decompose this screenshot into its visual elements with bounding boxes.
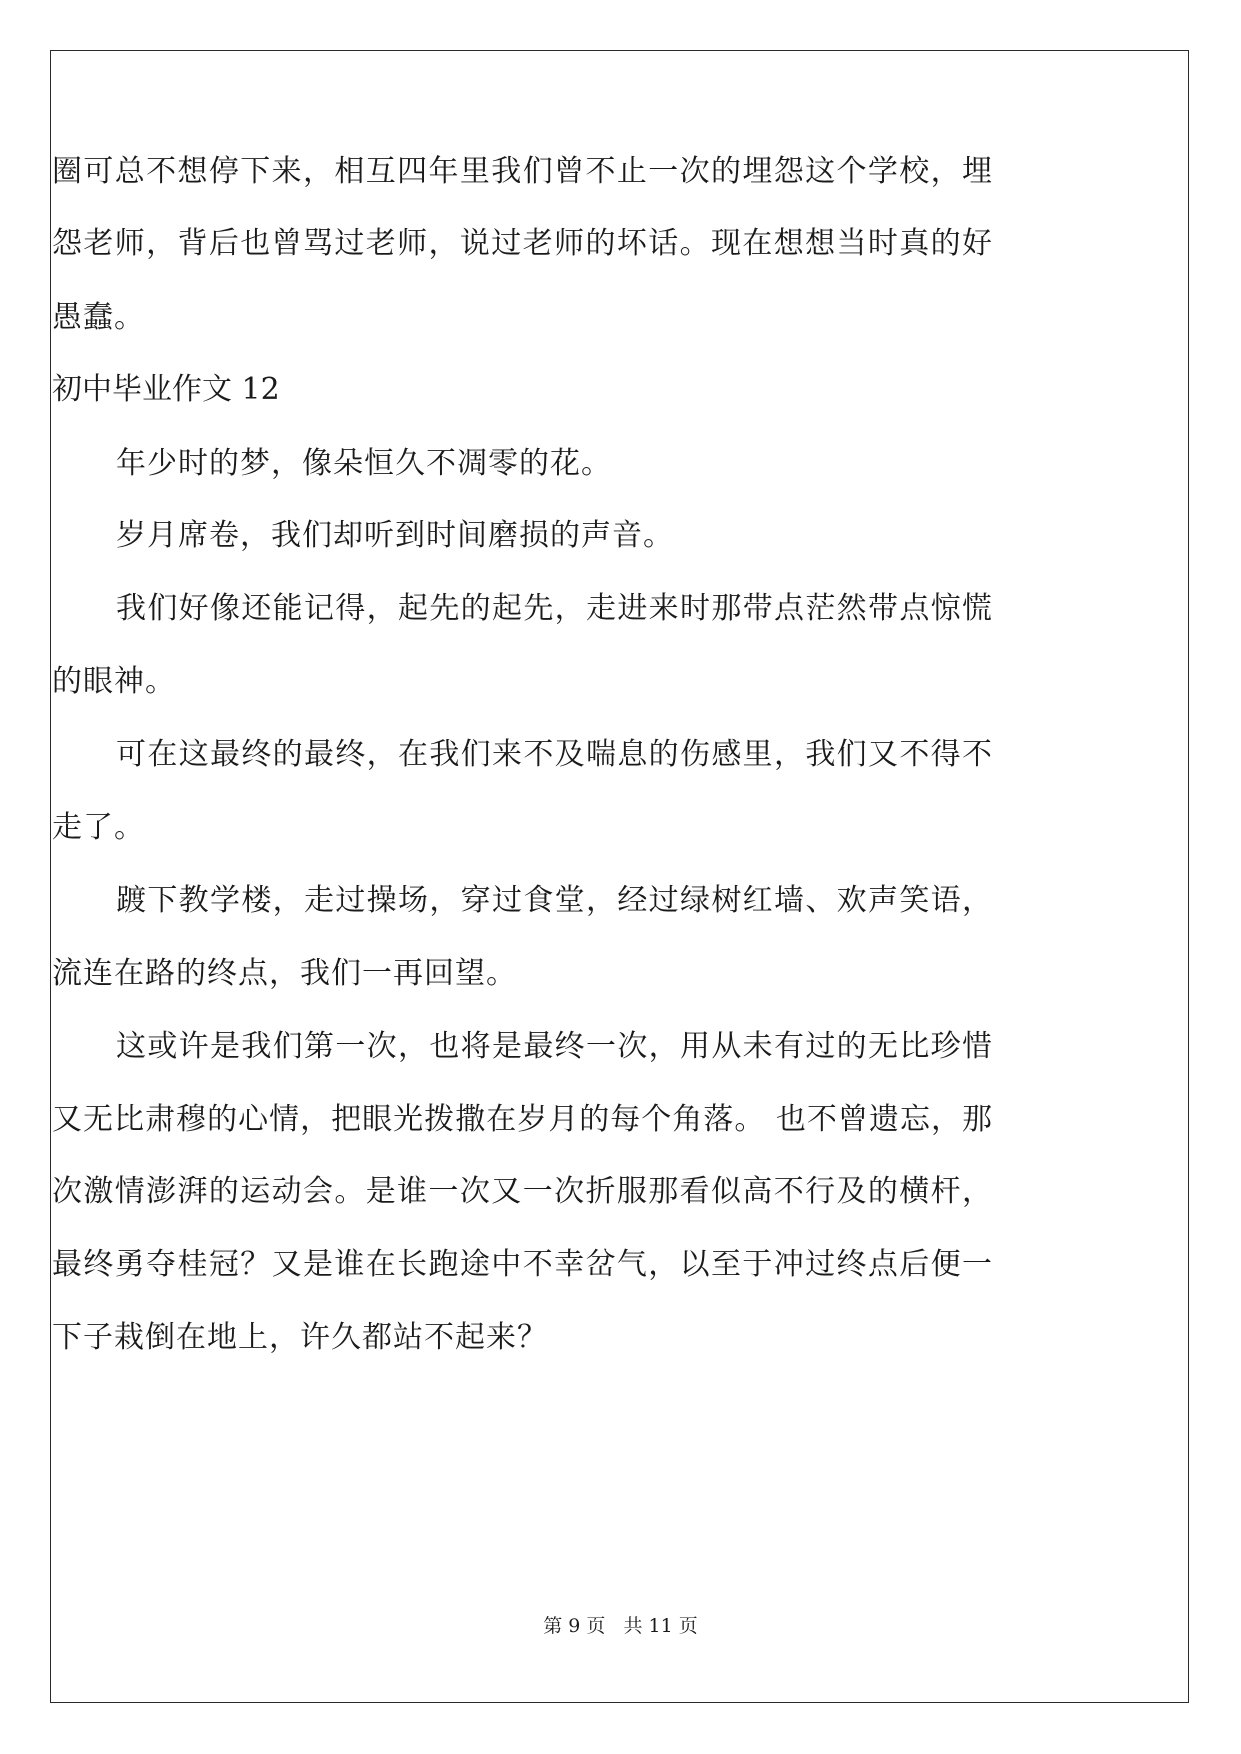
text-line: 次激情澎湃的运动会。是谁一次又一次折服那看似高不行及的横杆， (52, 1174, 992, 1209)
text-line: 踱下教学楼，走过操场，穿过食堂，经过绿树红墙、欢声笑语， (116, 883, 992, 918)
text-line: 这或许是我们第一次，也将是最终一次，用从未有过的无比珍惜 (116, 1029, 992, 1064)
page-total: 共 11 页 (623, 1615, 698, 1637)
text-line: 流连在路的终点，我们一再回望。 (52, 956, 517, 991)
text-line: 愚蠢。 (52, 300, 145, 335)
text-line: 的眼神。 (52, 664, 176, 699)
text-line: 走了。 (52, 810, 145, 845)
page-footer (0, 1616, 1241, 1636)
text-line: 下子栽倒在地上，许久都站不起来？ (52, 1320, 548, 1355)
section-heading: 初中毕业作文 12 (52, 372, 280, 407)
text-line: 年少时的梦，像朵恒久不凋零的花。 (116, 446, 612, 481)
text-line: 又无比肃穆的心情，把眼光拨撒在岁月的每个角落。 也不曾遗忘，那 (52, 1102, 992, 1137)
page-number: 第 9 页 (543, 1615, 606, 1637)
text-line: 岁月席卷，我们却听到时间磨损的声音。 (116, 518, 674, 553)
text-line: 怨老师，背后也曾骂过老师，说过老师的坏话。现在想想当时真的好 (52, 226, 992, 261)
text-line: 我们好像还能记得，起先的起先，走进来时那带点茫然带点惊慌 (116, 591, 992, 626)
text-line: 最终勇夺桂冠？又是谁在长跑途中不幸岔气，以至于冲过终点后便一 (52, 1247, 992, 1282)
page-border (50, 50, 1189, 1703)
text-line: 圈可总不想停下来，相互四年里我们曾不止一次的埋怨这个学校，埋 (52, 154, 992, 189)
text-line: 可在这最终的最终，在我们来不及喘息的伤感里，我们又不得不 (116, 737, 992, 772)
